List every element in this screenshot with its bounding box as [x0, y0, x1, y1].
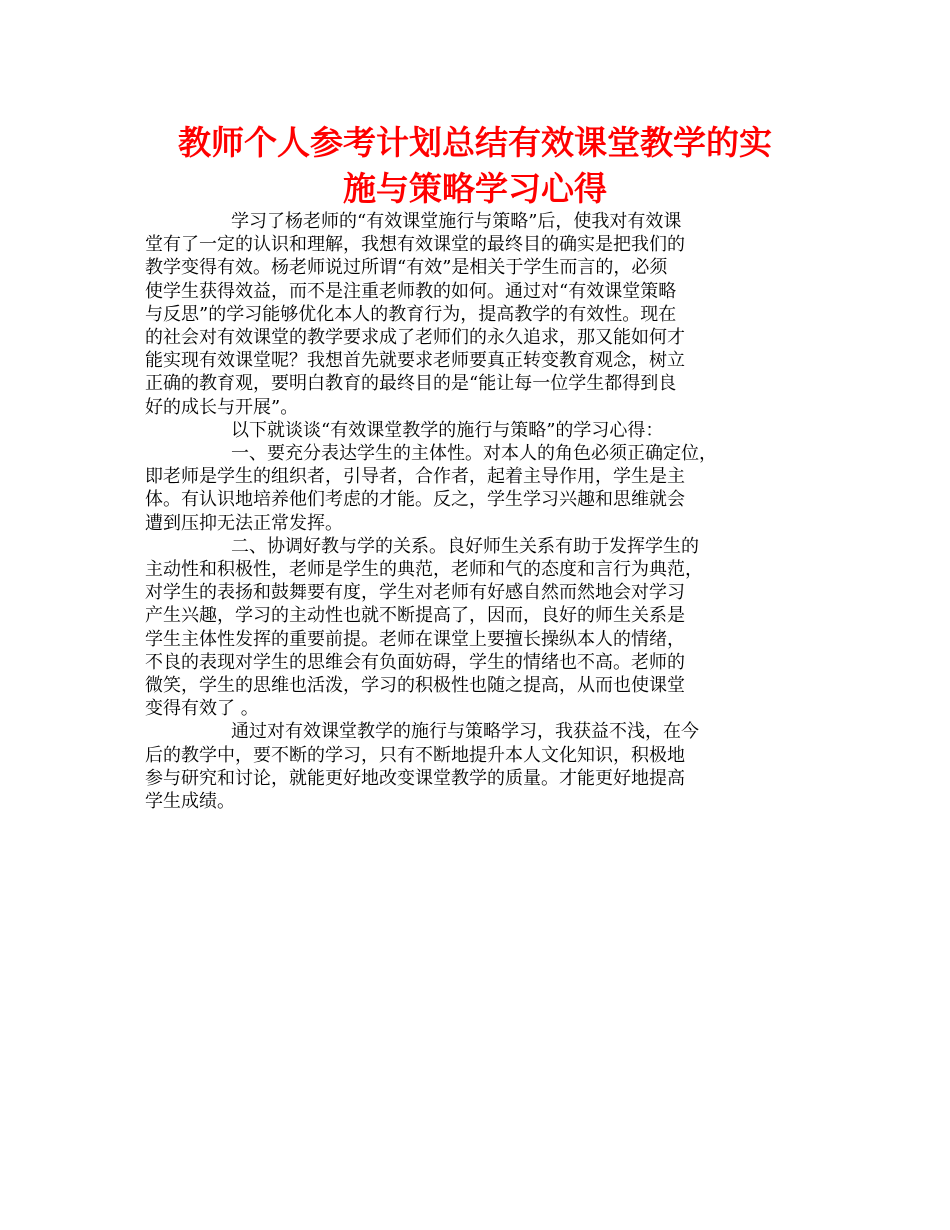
text-line: 对学生的表扬和鼓舞要有度，学生对老师有好感自然而然地会对学习 [145, 582, 685, 604]
text-line: 后的教学中，要不断的学习，只有不断地提升本人文化知识，积极地 [145, 744, 685, 766]
title-line: 教师个人参考计划总结有效课堂教学的实 [178, 123, 772, 162]
text-line: 体。有认识地培养他们考虑的才能。反之，学生学习兴趣和思维就会 [145, 489, 685, 511]
text-line: 即老师是学生的组织者，引导者，合作者，起着主导作用，学生是主 [145, 466, 685, 488]
text-line: 产生兴趣，学习的主动性也就不断提高了，因而，良好的师生关系是 [145, 605, 685, 627]
text-line: 能实现有效课堂呢？我想首先就要求老师要真正转变教育观念，树立 [145, 350, 685, 372]
paragraph-lead-in [145, 419, 815, 442]
text-line: 学生主体性发挥的重要前提。老师在课堂上要擅长操纵本人的情绪， [145, 628, 685, 650]
text-line: 教学变得有效。杨老师说过所谓“有效”是相关于学生而言的，必须 [145, 257, 668, 279]
text-line: 遭到压抑无法正常发挥。 [145, 512, 343, 534]
document-title [120, 120, 830, 212]
text-line: 主动性和积极性，老师是学生的典范，老师和气的态度和言行为典范， [145, 559, 703, 581]
document-body [145, 210, 815, 813]
text-line: 不良的表现对学生的思维会有负面妨碍，学生的情绪也不高。老师的 [145, 651, 685, 673]
text-line: 学习了杨老师的“有效课堂施行与策略”后，使我对有效课 [231, 211, 682, 232]
text-line: 正确的教育观，要明白教育的最终目的是“能让每一位学生都得到良 [145, 373, 677, 395]
text-line: 微笑，学生的思维也活泼，学习的积极性也随之提高，从而也使课堂 [145, 675, 685, 697]
title-line: 施与策略学习心得 [343, 169, 607, 208]
text-line: 好的成长与开展”。 [145, 396, 299, 418]
text-line: 参与研究和讨论，就能更好地改变课堂教学的质量。才能更好地提高 [145, 767, 685, 789]
text-line: 通过对有效课堂教学的施行与策略学习，我获益不浅，在今 [231, 721, 699, 743]
text-line: 堂有了一定的认识和理解，我想有效课堂的最终目的确实是把我们的 [145, 234, 685, 256]
paragraph-point-two [145, 535, 815, 721]
text-line: 变得有效了 。 [145, 698, 259, 720]
text-line: 一、要充分表达学生的主体性。对本人的角色必须正确定位， [231, 443, 717, 465]
paragraph-intro [145, 210, 815, 419]
text-line: 与反思”的学习能够优化本人的教育行为，提高教学的有效性。现在 [145, 303, 677, 325]
paragraph-conclusion [145, 720, 815, 813]
text-line: 学生成绩。 [145, 791, 235, 813]
text-line: 以下就谈谈“有效课堂教学的施行与策略”的学习心得： [231, 419, 664, 441]
text-line: 的社会对有效课堂的教学要求成了老师们的永久追求，那又能如何才 [145, 327, 685, 349]
paragraph-point-one [145, 442, 815, 535]
text-line: 二、协调好教与学的关系。良好师生关系有助于发挥学生的 [231, 535, 699, 557]
text-line: 使学生获得效益，而不是注重老师教的如何。通过对“有效课堂策略 [145, 280, 677, 302]
